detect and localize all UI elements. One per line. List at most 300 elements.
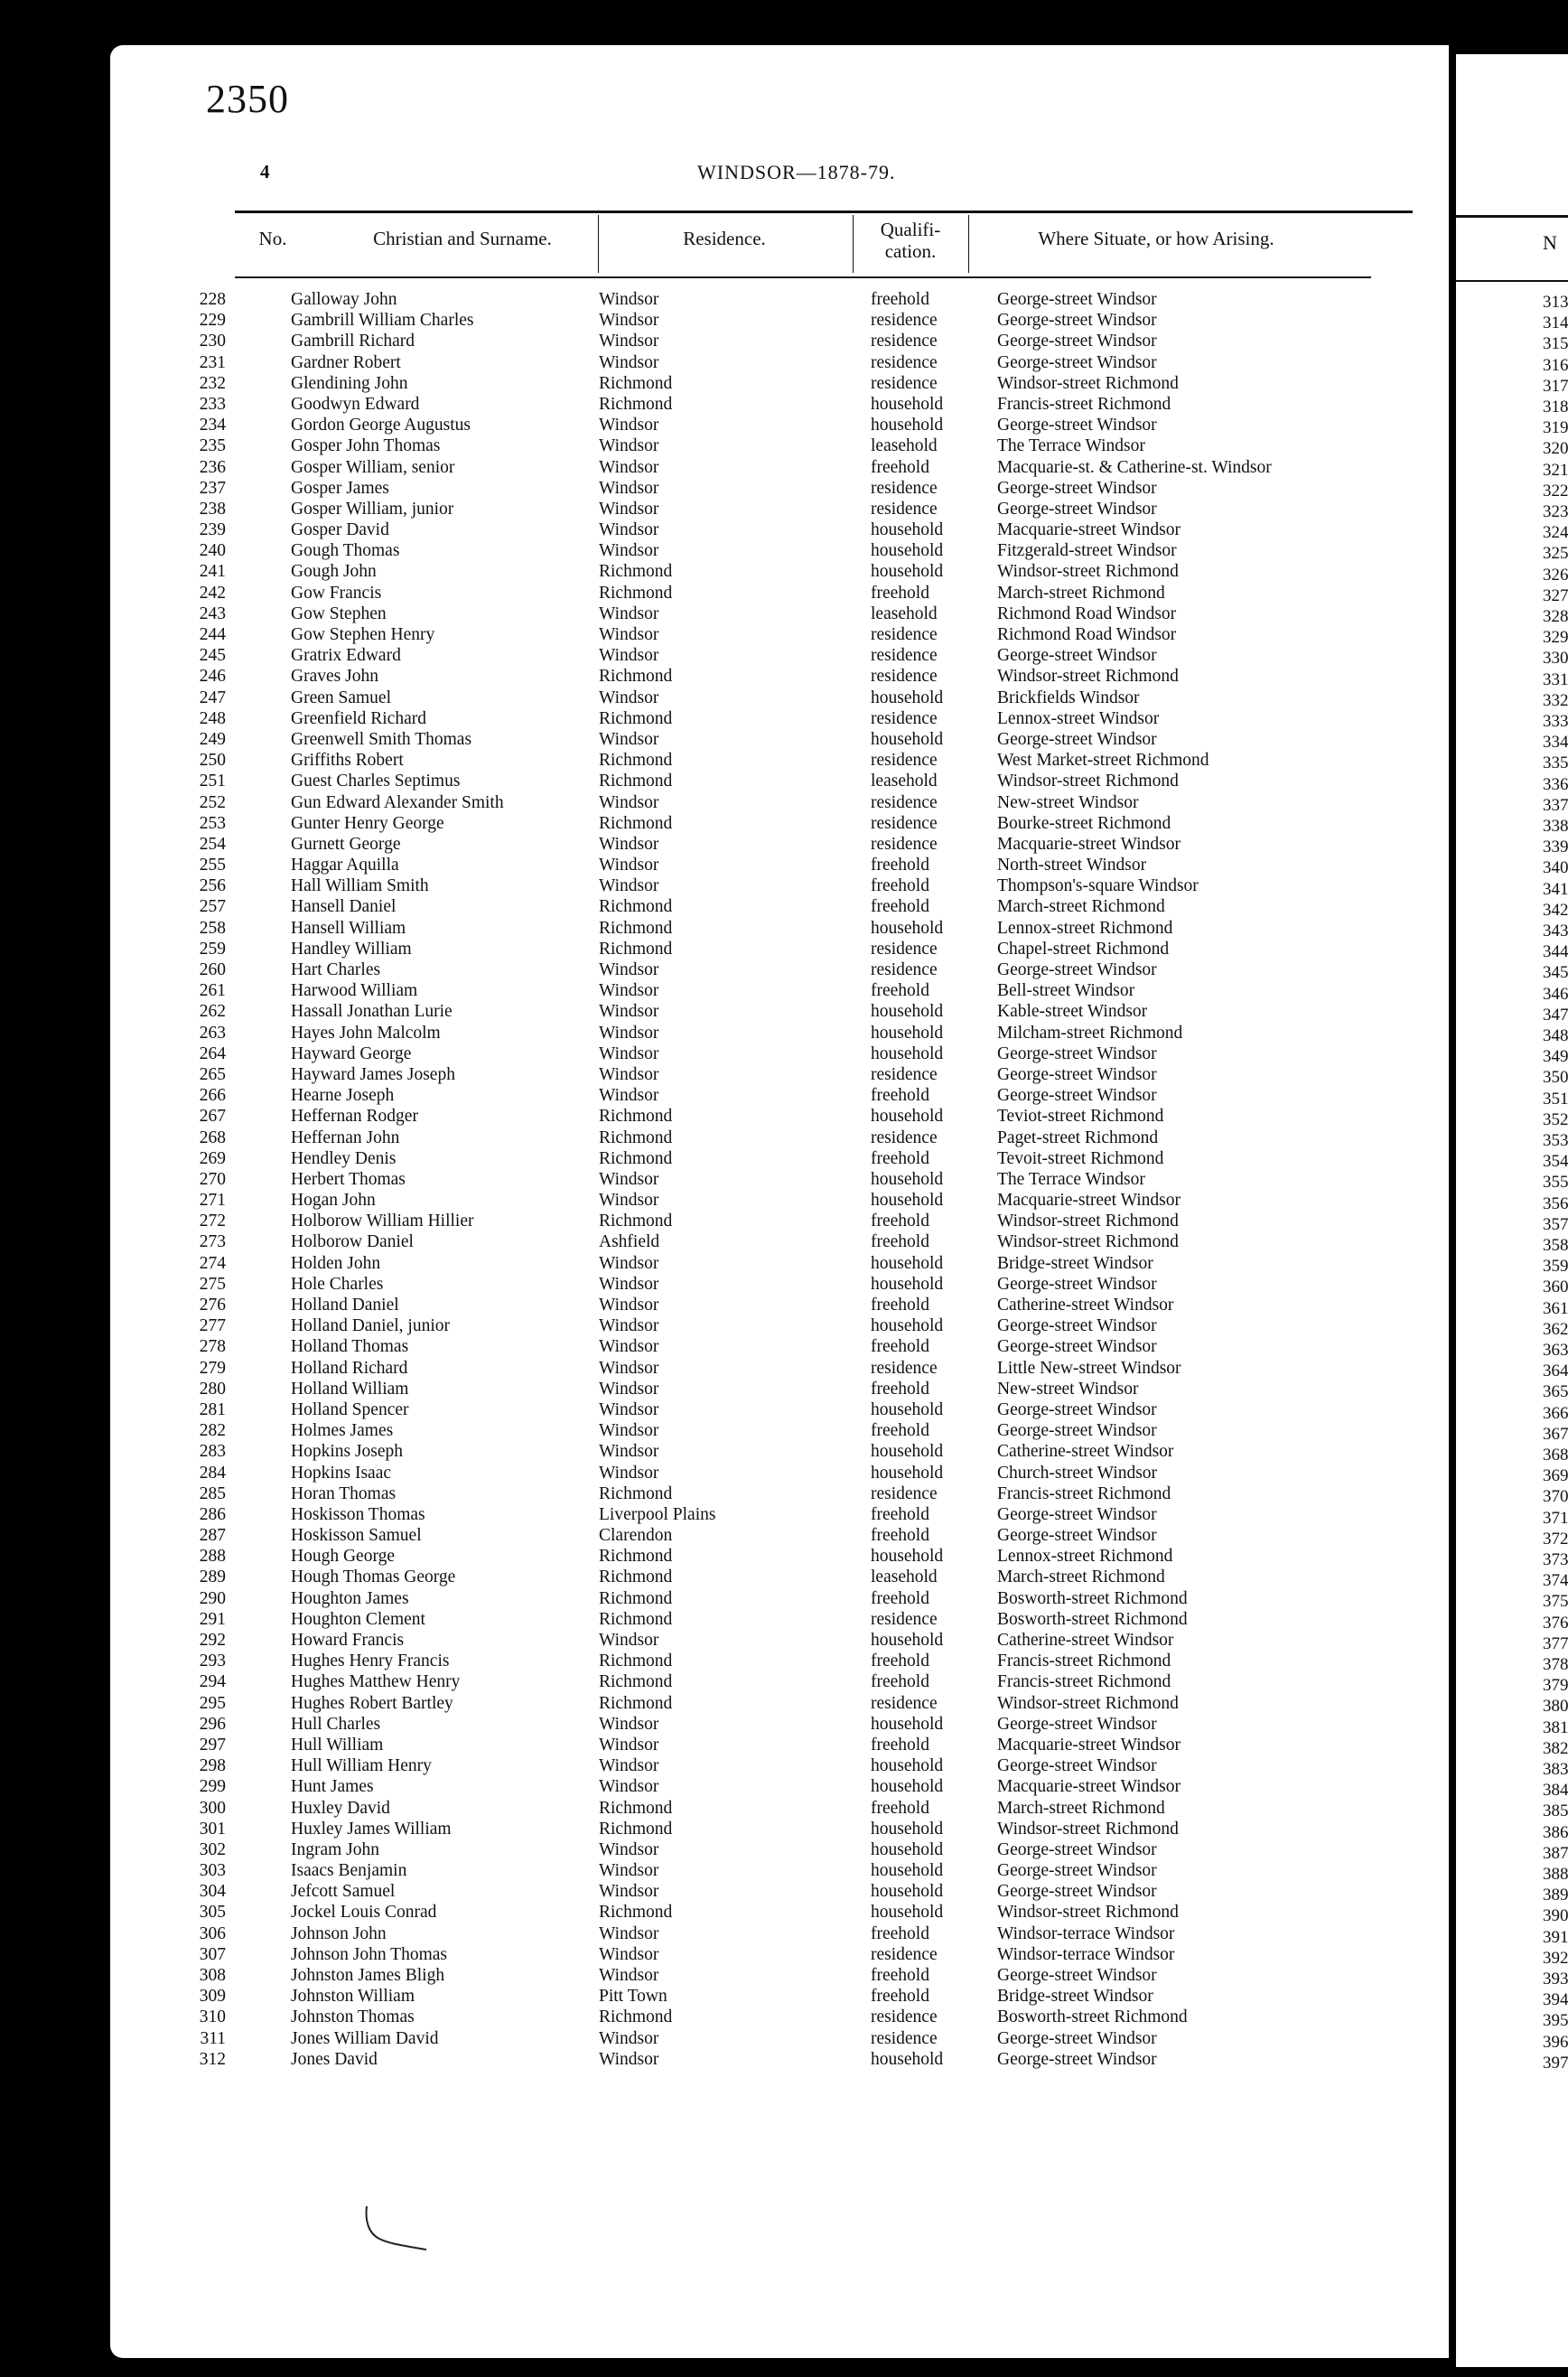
row-residence: Windsor [599,1735,659,1755]
row-qualification: freehold [871,876,929,896]
row-qualification: residence [871,646,938,666]
row-name: Houghton James [291,1588,409,1608]
row-residence: Windsor [599,416,659,435]
row-residence: Windsor [599,2028,659,2048]
row-name: Greenfield Richard [291,708,426,728]
row-residence: Richmond [599,1568,673,1587]
row-where: Windsor-terrace Windsor [997,1944,1175,1964]
row-no: 248 [199,708,226,728]
row-name: Jones David [291,2049,378,2069]
row-no: 277 [199,1316,226,1336]
table-row [110,1902,1449,1923]
adjacent-row-no: 372 [1543,1529,1568,1549]
row-qualification: household [871,1002,944,1022]
row-residence: Richmond [599,1609,673,1629]
row-no: 310 [199,2007,226,2027]
adjacent-row-no: 369 [1543,1466,1568,1486]
row-name: Hughes Robert Bartley [291,1693,453,1713]
table-row [110,1776,1449,1797]
row-no: 240 [199,541,226,561]
adjacent-row-no: 350 [1543,1068,1568,1088]
row-qualification: residence [871,1064,938,1084]
row-residence: Richmond [599,897,673,917]
row-no: 279 [199,1358,226,1378]
page-title: WINDSOR—1878-79. [697,161,896,183]
row-qualification: residence [871,1693,938,1713]
row-where: George-street Windsor [997,1861,1157,1881]
row-residence: Richmond [599,562,673,582]
row-name: Houghton Clement [291,1609,425,1629]
row-name: Holden John [291,1253,381,1273]
table-row [110,1483,1449,1504]
row-no: 243 [199,604,226,623]
row-no: 238 [199,499,226,519]
row-residence: Clarendon [599,1526,673,1546]
row-name: Horan Thomas [291,1483,397,1503]
adjacent-row-no: 321 [1543,460,1568,480]
adjacent-row-no: 342 [1543,900,1568,920]
row-qualification: freehold [871,1526,929,1546]
adjacent-row-no: 337 [1543,795,1568,815]
row-no: 233 [199,394,226,414]
row-name: Gow Stephen [291,604,387,623]
row-where: Bosworth-street Richmond [997,1588,1188,1608]
row-no: 228 [199,290,226,309]
adjacent-row-no: 380 [1543,1697,1568,1717]
table-row [110,1986,1449,2007]
table-row [110,415,1449,435]
row-residence: Windsor [599,1379,659,1399]
row-residence: Windsor [599,1777,659,1797]
row-no: 232 [199,373,226,393]
row-qualification: freehold [871,981,929,1001]
row-qualification: household [871,918,944,938]
header-bottom-rule [235,276,1371,278]
row-qualification: household [871,394,944,414]
row-where: George-street Windsor [997,1421,1157,1441]
header-qualification [856,219,965,262]
row-residence: Richmond [599,1798,673,1818]
adjacent-row-no: 362 [1543,1319,1568,1339]
header-qualification-line2: cation. [884,240,937,262]
row-residence: Richmond [599,813,673,833]
row-residence: Windsor [599,1191,659,1211]
adjacent-row-no: 340 [1543,858,1568,878]
row-residence: Richmond [599,583,673,603]
adjacent-row-no: 379 [1543,1676,1568,1696]
adjacent-header-rule [1456,215,1568,218]
row-where: Richmond Road Windsor [997,625,1177,644]
row-residence: Windsor [599,1631,659,1650]
row-name: Gough Thomas [291,541,400,561]
adjacent-row-no: 371 [1543,1508,1568,1528]
table-row [110,688,1449,708]
row-no: 267 [199,1107,226,1127]
row-name: Gordon George Augustus [291,416,471,435]
row-name: Huxley David [291,1798,390,1818]
adjacent-row-no: 385 [1543,1801,1568,1821]
row-qualification: household [871,1756,944,1776]
table-row [110,457,1449,478]
row-residence: Richmond [599,1588,673,1608]
adjacent-row-no: 343 [1543,922,1568,941]
table-row [110,1085,1449,1106]
table-row [110,394,1449,415]
row-residence: Windsor [599,332,659,351]
row-where: Macquarie-street Windsor [997,834,1181,854]
row-residence: Windsor [599,1316,659,1336]
row-name: Goodwyn Edward [291,394,420,414]
adjacent-row-no: 354 [1543,1152,1568,1172]
row-no: 297 [199,1735,226,1755]
row-no: 299 [199,1777,226,1797]
row-where: George-street Windsor [997,499,1157,519]
row-residence: Windsor [599,604,659,623]
header-qualification-line1: Qualifi- [880,219,941,240]
adjacent-row-no: 386 [1543,1822,1568,1842]
table-row [110,1106,1449,1127]
header-name: Christian and Surname. [373,228,552,249]
row-residence: Windsor [599,1944,659,1964]
row-residence: Windsor [599,1086,659,1106]
row-qualification: freehold [871,897,929,917]
row-name: Holland William [291,1379,409,1399]
row-residence: Windsor [599,1421,659,1441]
row-qualification: residence [871,1128,938,1147]
row-where: Catherine-street Windsor [997,1442,1174,1462]
row-no: 276 [199,1296,226,1315]
adjacent-row-no: 384 [1543,1781,1568,1801]
row-no: 301 [199,1819,226,1839]
row-residence: Windsor [599,1169,659,1189]
table-row [110,1420,1449,1441]
row-name: Jones William David [291,2028,439,2048]
table-row [110,1735,1449,1755]
header-separator [968,215,969,273]
adjacent-row-no: 373 [1543,1550,1568,1569]
table-row [110,1399,1449,1420]
row-name: Hough Thomas George [291,1568,456,1587]
row-where: Windsor-street Richmond [997,1903,1179,1923]
row-qualification: freehold [871,1652,929,1671]
adjacent-row-no: 338 [1543,817,1568,836]
adjacent-row-no: 333 [1543,712,1568,731]
row-where: Lennox-street Richmond [997,1547,1173,1567]
row-no: 294 [199,1672,226,1692]
table-row [110,1253,1449,1274]
header-where: Where Situate, or how Arising. [1038,228,1274,249]
row-qualification: household [871,1819,944,1839]
adjacent-row-no: 330 [1543,649,1568,669]
adjacent-row-no: 389 [1543,1886,1568,1905]
row-name: Johnson John Thomas [291,1944,447,1964]
row-name: Heffernan Rodger [291,1107,418,1127]
table-row [110,729,1449,750]
row-name: Guest Charles Septimus [291,772,461,791]
row-where: Francis-street Richmond [997,1652,1171,1671]
table-row [110,1128,1449,1148]
table-row [110,1504,1449,1525]
row-no: 282 [199,1421,226,1441]
adjacent-row-no: 382 [1543,1738,1568,1758]
table-row [110,1798,1449,1819]
table-row [110,855,1449,875]
row-no: 291 [199,1609,226,1629]
row-no: 246 [199,667,226,687]
row-name: Griffiths Robert [291,751,404,771]
row-no: 290 [199,1588,226,1608]
row-no: 311 [200,2028,226,2048]
table-row [110,1336,1449,1357]
row-where: Windsor-street Richmond [997,373,1179,393]
row-no: 263 [199,1023,226,1043]
row-qualification: residence [871,1609,938,1629]
row-residence: Windsor [599,1337,659,1357]
row-name: Hoskisson Samuel [291,1526,422,1546]
row-where: Paget-street Richmond [997,1128,1159,1147]
row-no: 236 [199,457,226,477]
row-residence: Richmond [599,1212,673,1231]
register-page [110,45,1449,2358]
row-name: Hole Charles [291,1274,384,1294]
row-no: 300 [199,1798,226,1818]
row-no: 250 [199,751,226,771]
row-qualification: freehold [871,1504,929,1524]
row-name: Hassall Jonathan Lurie [291,1002,453,1022]
row-qualification: residence [871,332,938,351]
row-name: Hogan John [291,1191,376,1211]
table-row [110,1274,1449,1295]
row-no: 269 [199,1148,226,1168]
row-name: Holland Daniel, junior [291,1316,451,1336]
row-qualification: residence [871,373,938,393]
row-qualification: household [871,688,944,707]
row-name: Harwood William [291,981,418,1001]
row-name: Isaacs Benjamin [291,1861,407,1881]
table-row [110,771,1449,791]
row-no: 249 [199,729,226,749]
row-no: 302 [199,1839,226,1859]
row-no: 296 [199,1714,226,1734]
row-no: 253 [199,813,226,833]
table-row [110,1588,1449,1609]
row-qualification: freehold [871,1923,929,1943]
adjacent-row-no: 361 [1543,1298,1568,1318]
row-name: Hayward George [291,1043,412,1063]
row-where: George-street Windsor [997,960,1157,979]
row-qualification: freehold [871,583,929,603]
row-no: 257 [199,897,226,917]
row-where: George-street Windsor [997,311,1157,331]
adjacent-row-no: 332 [1543,690,1568,710]
row-no: 303 [199,1861,226,1881]
row-no: 307 [199,1944,226,1964]
row-name: Hughes Matthew Henry [291,1672,461,1692]
adjacent-row-no: 341 [1543,879,1568,899]
row-qualification: household [871,1631,944,1650]
row-qualification: leasehold [871,604,938,623]
adjacent-row-no: 328 [1543,607,1568,626]
row-where: New-street Windsor [997,1379,1139,1399]
row-name: Jockel Louis Conrad [291,1903,437,1923]
row-name: Heffernan John [291,1128,400,1147]
row-where: Milcham-street Richmond [997,1023,1183,1043]
row-qualification: household [871,1839,944,1859]
row-name: Handley William [291,939,412,959]
row-no: 288 [199,1547,226,1567]
row-qualification: residence [871,667,938,687]
row-no: 247 [199,688,226,707]
adjacent-row-no: 316 [1543,355,1568,375]
row-name: Galloway John [291,290,397,309]
row-no: 231 [199,352,226,372]
row-name: Gow Stephen Henry [291,625,435,644]
row-where: George-street Windsor [997,1043,1157,1063]
row-qualification: residence [871,939,938,959]
row-residence: Richmond [599,918,673,938]
row-where: Lennox-street Windsor [997,708,1160,728]
row-name: Hopkins Joseph [291,1442,404,1462]
header-residence: Residence. [683,228,766,249]
row-no: 283 [199,1442,226,1462]
row-no: 275 [199,1274,226,1294]
row-qualification: freehold [871,1379,929,1399]
row-where: Macquarie-street Windsor [997,520,1181,540]
row-where: Windsor-street Richmond [997,1232,1179,1252]
row-residence: Windsor [599,1882,659,1902]
row-where: Windsor-terrace Windsor [997,1923,1175,1943]
adjacent-row-no: 374 [1543,1571,1568,1591]
table-row [110,750,1449,771]
row-where: Teviot-street Richmond [997,1107,1164,1127]
adjacent-header-no: N [1543,231,1557,254]
table-row [110,1169,1449,1190]
row-qualification: freehold [871,1588,929,1608]
row-where: George-street Windsor [997,1064,1157,1084]
row-qualification: residence [871,499,938,519]
row-where: March-street Richmond [997,583,1165,603]
row-qualification: residence [871,792,938,812]
row-no: 278 [199,1337,226,1357]
table-row [110,540,1449,561]
row-where: Macquarie-street Windsor [997,1777,1181,1797]
adjacent-row-no: 339 [1543,838,1568,857]
row-no: 281 [199,1399,226,1419]
adjacent-row-no: 349 [1543,1047,1568,1067]
table-row [110,1043,1449,1064]
table-row [110,561,1449,582]
adjacent-row-no: 395 [1543,2011,1568,2031]
row-qualification: household [871,2049,944,2069]
row-no: 308 [199,1966,226,1985]
adjacent-row-no: 329 [1543,628,1568,648]
row-where: Windsor-street Richmond [997,772,1179,791]
adjacent-row-no: 377 [1543,1633,1568,1653]
adjacent-row-no: 348 [1543,1026,1568,1045]
row-name: Hughes Henry Francis [291,1652,450,1671]
row-no: 261 [199,981,226,1001]
row-qualification: residence [871,2007,938,2027]
table-row [110,666,1449,687]
table-row [110,1441,1449,1462]
row-qualification: residence [871,625,938,644]
adjacent-row-no: 381 [1543,1717,1568,1737]
row-qualification: leasehold [871,436,938,456]
row-name: Gosper David [291,520,389,540]
row-qualification: residence [871,751,938,771]
row-name: Holland Daniel [291,1296,399,1315]
adjacent-row-no: 317 [1543,376,1568,396]
table-row [110,959,1449,980]
row-no: 270 [199,1169,226,1189]
table-row [110,813,1449,834]
adjacent-row-no: 345 [1543,963,1568,983]
row-where: New-street Windsor [997,792,1139,812]
row-residence: Windsor [599,981,659,1001]
row-name: Huxley James William [291,1819,452,1839]
table-row [110,1671,1449,1692]
row-no: 298 [199,1756,226,1776]
row-where: Little New-street Windsor [997,1358,1181,1378]
row-qualification: leasehold [871,772,938,791]
adjacent-row-no: 396 [1543,2032,1568,2052]
row-residence: Windsor [599,541,659,561]
row-where: Thompson's-square Windsor [997,876,1199,896]
row-qualification: residence [871,960,938,979]
row-qualification: freehold [871,856,929,875]
table-row [110,519,1449,540]
row-no: 254 [199,834,226,854]
row-residence: Windsor [599,1253,659,1273]
table-row [110,1064,1449,1085]
row-residence: Richmond [599,939,673,959]
adjacent-row-no: 393 [1543,1970,1568,1989]
row-name: Holmes James [291,1421,394,1441]
row-where: Bell-street Windsor [997,981,1135,1001]
row-qualification: freehold [871,1987,929,2007]
row-where: Brickfields Windsor [997,688,1140,707]
row-name: Haggar Aquilla [291,856,399,875]
row-name: Johnson John [291,1923,387,1943]
table-row [110,1881,1449,1902]
table-row [110,624,1449,645]
row-qualification: freehold [871,1232,929,1252]
row-no: 309 [199,1987,226,2007]
table-row [110,1693,1449,1714]
row-where: George-street Windsor [997,1882,1157,1902]
row-name: Hunt James [291,1777,374,1797]
row-residence: Windsor [599,1839,659,1859]
row-name: Johnston William [291,1987,415,2007]
row-no: 289 [199,1568,226,1587]
row-where: March-street Richmond [997,897,1165,917]
row-where: The Terrace Windsor [997,1169,1145,1189]
row-where: Bridge-street Windsor [997,1987,1153,2007]
adjacent-row-no: 367 [1543,1424,1568,1444]
row-residence: Richmond [599,667,673,687]
row-where: George-street Windsor [997,332,1157,351]
row-residence: Windsor [599,1966,659,1985]
adjacent-row-no: 347 [1543,1005,1568,1025]
adjacent-row-no: 353 [1543,1131,1568,1150]
row-name: Gratrix Edward [291,646,401,666]
adjacent-row-no: 366 [1543,1403,1568,1423]
row-residence: Windsor [599,1064,659,1084]
row-no: 251 [199,772,226,791]
table-row [110,1295,1449,1315]
row-qualification: household [871,1399,944,1419]
row-residence: Windsor [599,436,659,456]
